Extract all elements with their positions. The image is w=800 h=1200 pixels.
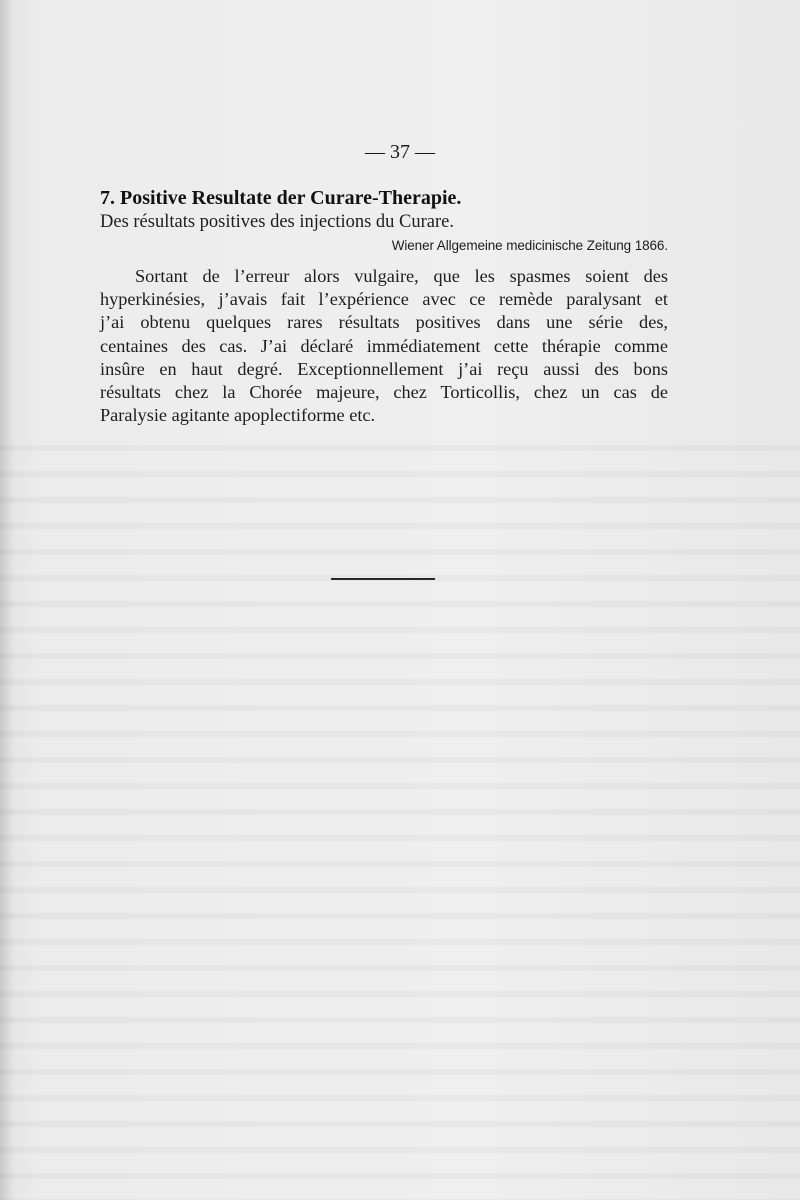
section-content	[100, 186, 668, 427]
source-citation: Wiener Allgemeine medicinische Zeitung 1866.	[391, 238, 668, 253]
section-heading: 7. Positive Resultate der Curare-Therapie.	[100, 187, 462, 209]
body-line: Paralysie agitante apoplectiforme etc.	[100, 405, 376, 426]
section-divider	[331, 578, 435, 580]
page-number: — 37 —	[365, 141, 435, 163]
section-subheading: Des résultats positives des injections du Curare.	[100, 212, 455, 232]
body-line: j’ai obtenu quelques rares résultats positives dans une série des,	[100, 312, 668, 333]
body-line: hyperkinésies, j’avais fait l’expérience avec ce remède paralysant et	[100, 289, 668, 310]
body-line: insûre en haut degré. Exceptionnellement j’ai reçu aussi des bons	[100, 358, 668, 379]
body-line: centaines des cas. J’ai déclaré immédiatement cette thérapie comme	[100, 335, 668, 356]
body-line: Sortant de l’erreur alors vulgaire, que les spasmes soient des	[135, 266, 668, 286]
body-paragraph	[100, 265, 668, 427]
body-line: résultats chez la Chorée majeure, chez Torticollis, chez un cas de	[100, 382, 668, 403]
